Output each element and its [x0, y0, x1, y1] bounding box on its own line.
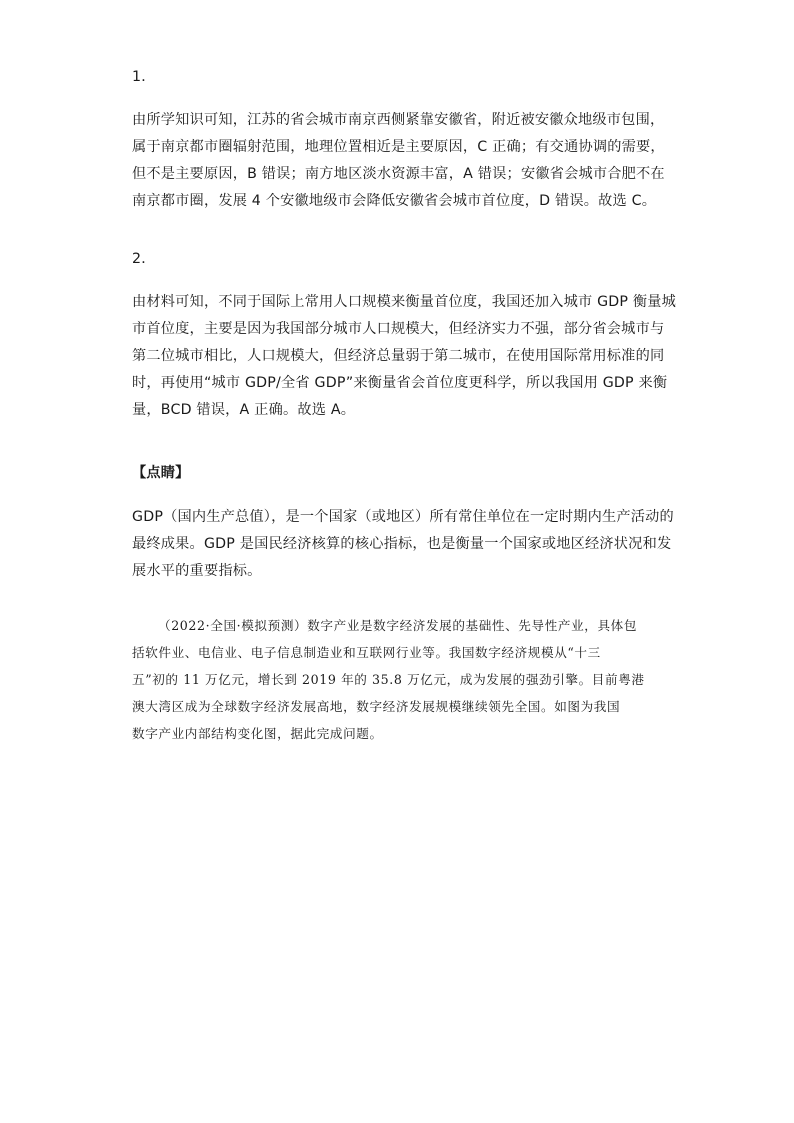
text-line: 但不是主要原因，B 错误；南方地区淡水资源丰富，A 错误；安徽省会城市合肥不在	[132, 166, 665, 182]
question-number: 2．	[132, 251, 156, 267]
question-2-number	[132, 246, 672, 273]
text-line: 最终成果。GDP 是国民经济核算的核心指标，也是衡量一个国家或地区经济状况和发	[132, 536, 672, 552]
section-heading: 【点睛】	[132, 465, 190, 481]
question-number: 1．	[132, 69, 156, 85]
text-line: 市首位度，主要是因为我国部分城市人口规模大，但经济实力不强，部分省会城市与	[132, 321, 665, 337]
text-line: 数字产业内部结构变化图，据此完成问题。	[132, 726, 383, 741]
text-line: 由所学知识可知，江苏的省会城市南京西侧紧靠安徽省，附近被安徽众地级市包围，	[132, 112, 665, 128]
tip-heading	[132, 460, 672, 487]
tip-body	[132, 504, 672, 585]
text-line: 括软件业、电信业、电子信息制造业和互联网行业等。我国数字经济规模从“十三	[132, 645, 601, 660]
text-line: 量，BCD 错误，A 正确。故选 A。	[132, 402, 356, 418]
text-line: （2022·全国·模拟预测）数字产业是数字经济发展的基础性、先导性产业，具体包	[158, 618, 638, 633]
text-line: 南京都市圈，发展 4 个安徽地级市会降低安徽省会城市首位度，D 错误。故选 C。	[132, 193, 657, 209]
text-line: 时，再使用“城市 GDP/全省 GDP”来衡量省会首位度更科学，所以我国用 GDP 来衡	[132, 375, 668, 391]
question-1-number	[132, 64, 672, 91]
text-line: GDP（国内生产总值），是一个国家（或地区）所有常住单位在一定时期内生产活动的	[132, 509, 674, 525]
answer-2-explanation	[132, 289, 677, 424]
text-line: 属于南京都市圈辐射范围，地理位置相近是主要原因，C 正确；有交通协调的需要，	[132, 139, 665, 155]
answer-1-explanation	[132, 107, 672, 215]
text-line: 展水平的重要指标。	[132, 563, 262, 579]
text-line: 第二位城市相比，人口规模大，但经济总量弱于第二城市，在使用国际常用标准的同	[132, 348, 665, 364]
text-line: 由材料可知，不同于国际上常用人口规模来衡量首位度，我国还加入城市 GDP 衡量城	[132, 294, 677, 310]
text-line: 澳大湾区成为全球数字经济发展高地，数字经济发展规模继续领先全国。如图为我国	[132, 699, 621, 714]
text-line: 五”初的 11 万亿元，增长到 2019 年的 35.8 万亿元，成为发展的强劲引擎。目前粤港	[132, 672, 645, 687]
question-3-stem	[132, 612, 692, 747]
